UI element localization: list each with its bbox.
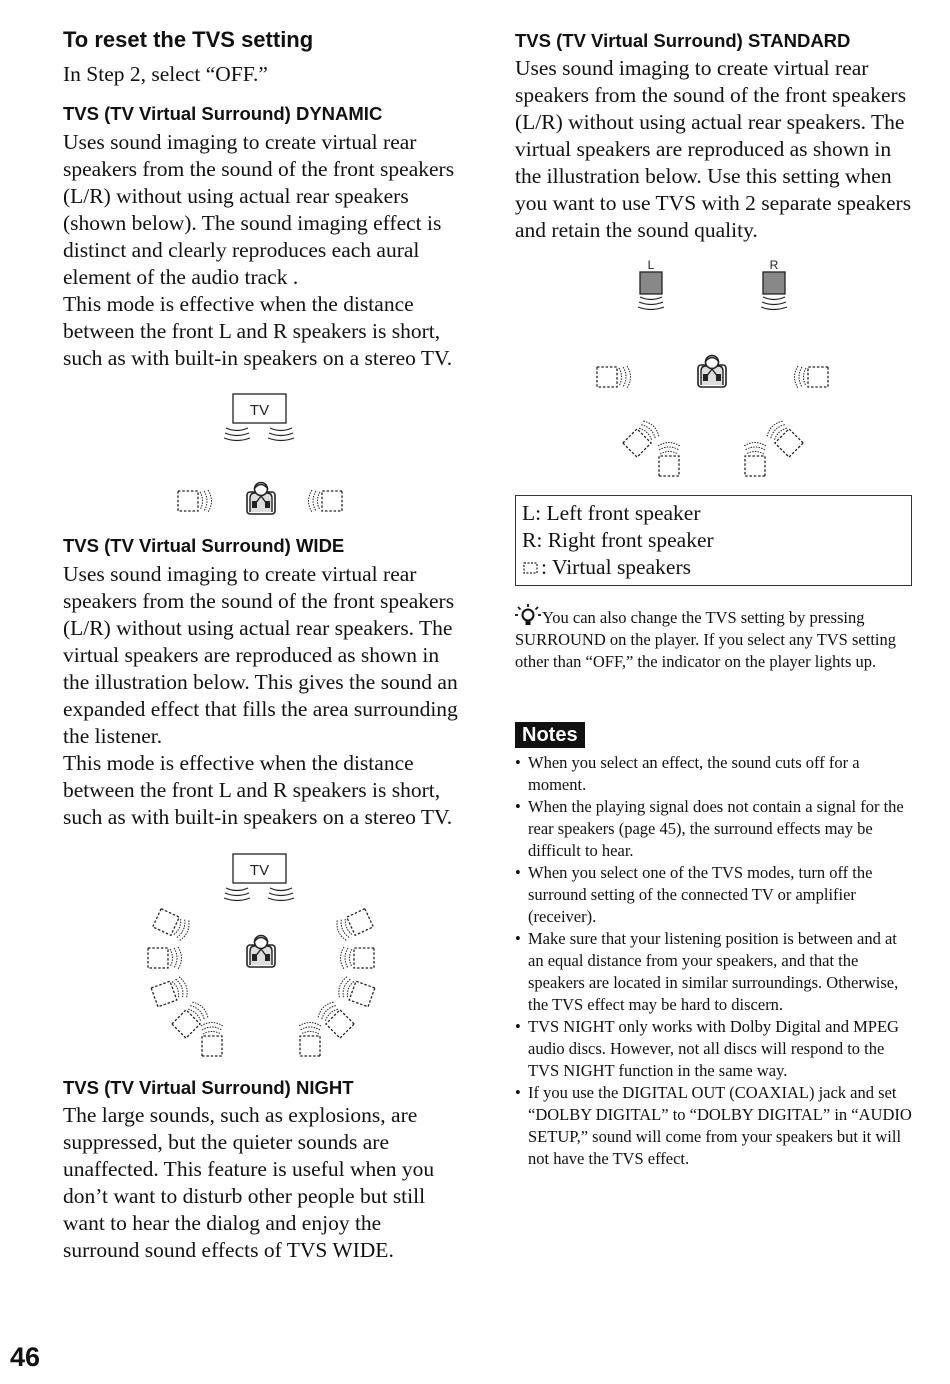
night-heading: TVS (TV Virtual Surround) NIGHT: [63, 1077, 354, 1098]
virtual-speaker-waves: [619, 366, 631, 388]
night-text: The large sounds, such as explosions, are suppressed, but the quieter sounds are unaffected. This feature is useful when you don’t want to disturb other people but still want to hear the dialog and enjoy the surround sound effects of TVS WIDE.: [63, 1103, 435, 1262]
virtual-speaker: [622, 419, 661, 458]
legend-virtual: [522, 554, 905, 581]
notes-title: [515, 722, 585, 748]
virtual-speaker-icon: [522, 560, 540, 576]
speaker-label-r: R: [769, 258, 779, 272]
note-item: • When the playing signal does not contain a signal for the rear speakers (page 45), the surround effects may be difficult to hear.: [515, 796, 912, 862]
wide-paragraph-1: Uses sound imaging to create virtual rear speakers from the sound of the front speakers (L/R) without using actual rear speakers. The virtual speakers are reproduced as shown in the illustration below. This gives the sound an expanded effect that fills the area surrounding the listener.: [63, 562, 458, 748]
virtual-speaker: [148, 947, 182, 969]
notes-badge: Notes: [515, 722, 585, 748]
listener-icon: [247, 483, 275, 515]
standard-diagram: [585, 255, 845, 485]
dynamic-paragraph-1: Uses sound imaging to create virtual rear speakers from the sound of the front speakers (L/R) without using actual rear speakers (shown below). The sound imaging effect is distinct and clearly reproduces each aural element of the audio track .: [63, 130, 455, 289]
wide-text: [63, 561, 468, 831]
legend-virtual-label: : Virtual speakers: [541, 555, 691, 579]
speaker-label-l: L: [647, 258, 655, 272]
notes-list: [515, 752, 912, 1170]
page-number: 46: [10, 1342, 41, 1372]
dynamic-heading: TVS (TV Virtual Surround) DYNAMIC: [63, 103, 383, 124]
reset-text: In Step 2, select “OFF.”: [63, 62, 268, 86]
tv-sound-right: [268, 428, 294, 441]
dynamic-text: [63, 129, 468, 372]
tv-sound-left: [224, 428, 250, 441]
legend-right: R: Right front speaker: [522, 528, 714, 552]
tv-label: TV: [249, 862, 270, 879]
note-item: • TVS NIGHT only works with Dolby Digital and MPEG audio discs. However, not all discs will respond to the TVS NIGHT function in the same way.: [515, 1016, 912, 1082]
tip-text: You can also change the TVS setting by pressing SURROUND on the player. If you select any TVS setting other than “OFF,” the indicator on the player lights up.: [515, 608, 896, 671]
note-item: • If you use the DIGITAL OUT (COAXIAL) jack and set “DOLBY DIGITAL” to “DOLBY DIGITAL” in “AUDIO SETUP,” sound will come from your speakers but it will not have the TVS effect.: [515, 1082, 912, 1170]
note-item: • When you select an effect, the sound cuts off for a moment.: [515, 752, 912, 796]
listener-icon: [698, 356, 726, 388]
note-item: • Make sure that your listening position is between and at an equal distance from your speakers, and that the speakers are located in similar surroundings. Otherwise, the TVS effect may be hard to discern.: [515, 928, 912, 1016]
virtual-speaker: [597, 367, 617, 387]
tv-sound-right: [268, 888, 294, 901]
speaker-legend: [515, 495, 912, 586]
tv-sound-left: [224, 888, 250, 901]
front-speaker-right: [763, 272, 785, 294]
virtual-speaker: [795, 366, 829, 388]
virtual-speaker-waves: [200, 490, 212, 512]
virtual-speaker: [151, 976, 190, 1008]
dynamic-diagram: [160, 390, 370, 520]
virtual-speaker: [152, 908, 192, 942]
wide-paragraph-2: This mode is effective when the distance between the front L and R speakers is short, such as with built-in speakers on a stereo TV.: [63, 751, 453, 829]
virtual-speakers-right: [744, 419, 804, 476]
virtual-speaker-left: [178, 491, 198, 511]
front-speaker-left-waves: [638, 297, 664, 310]
standard-text: Uses sound imaging to create virtual rear speakers from the sound of the front speakers (L/R) without using actual rear speakers. The virtual speakers are reproduced as shown in the illustration below. Use this setting when you want to use TVS with 2 separate speakers and retain the sound quality.: [515, 56, 912, 242]
reset-heading: To reset the TVS setting: [63, 27, 314, 52]
wide-heading: TVS (TV Virtual Surround) WIDE: [63, 535, 345, 556]
front-speaker-right-waves: [761, 297, 787, 310]
hint-lightbulb-icon: [515, 604, 541, 626]
front-speaker-left: [640, 272, 662, 294]
virtual-speaker: [201, 1023, 223, 1057]
standard-heading: TVS (TV Virtual Surround) STANDARD: [515, 30, 851, 51]
virtual-speaker: [658, 443, 680, 477]
tv-label: TV: [249, 402, 270, 419]
virtual-speaker-right-group: [309, 490, 343, 512]
virtual-speakers-right: [299, 908, 375, 1056]
legend-left: L: Left front speaker: [522, 501, 701, 525]
wide-diagram: [130, 848, 400, 1066]
note-item: • When you select one of the TVS modes, turn off the surround setting of the connected TV or amplifier (receiver).: [515, 862, 912, 928]
listener-icon: [247, 936, 275, 968]
tip-block: [515, 604, 915, 673]
dynamic-paragraph-2: This mode is effective when the distance between the front L and R speakers is short, such as with built-in speakers on a stereo TV.: [63, 292, 453, 370]
virtual-speaker: [171, 1000, 210, 1039]
